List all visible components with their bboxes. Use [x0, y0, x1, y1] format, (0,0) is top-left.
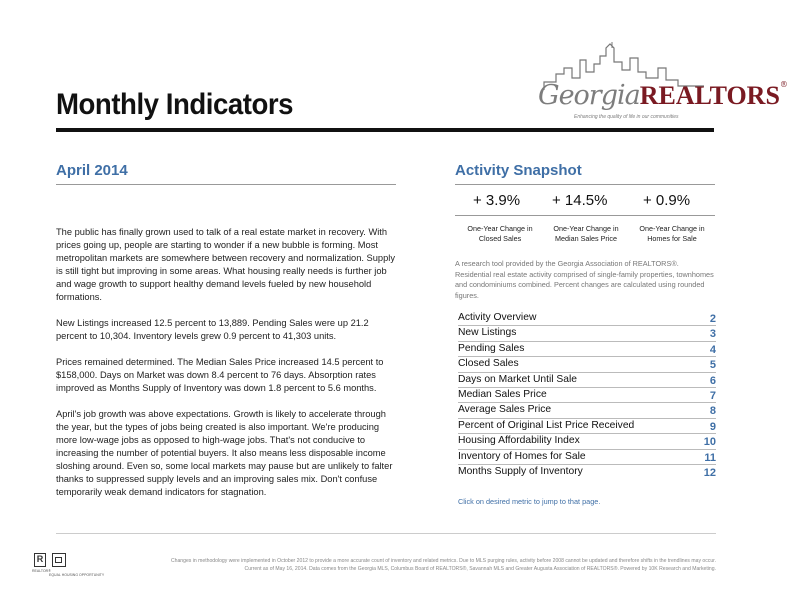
narrative-paragraph: New Listings increased 12.5 percent to 13,889. Pending Sales were up 21.2 percent to 10,304. Inventory levels grew 0.9 percent to 41,303 units. [56, 318, 369, 341]
toc-item-label: Housing Affordability Index [458, 435, 580, 447]
disclaimer-line: Changes in methodology were implemented in October 2012 to provide a more accurate count of inventory and related metrics. Due to MLS purging rules, activity before 2008 cannot be updated and therefore shifts in the trendlines may occur. [170, 558, 716, 564]
metrics-table-of-contents [458, 311, 716, 480]
toc-item-inventory-of-homes[interactable] [458, 450, 716, 465]
toc-item-housing-affordability-index[interactable] [458, 434, 716, 449]
toc-item-label: Average Sales Price [458, 404, 552, 416]
right-section-divider [455, 184, 715, 185]
equal-housing-icon [52, 553, 66, 567]
toc-item-months-supply[interactable] [458, 465, 716, 480]
toc-item-page: 11 [704, 451, 716, 464]
median-price-change: + 14.5% [552, 192, 608, 209]
house-icon [55, 557, 62, 563]
toc-item-pending-sales[interactable] [458, 342, 716, 357]
toc-item-label: Pending Sales [458, 342, 525, 354]
snapshot-divider [455, 215, 715, 216]
snapshot-label-line: Closed Sales [478, 234, 522, 243]
toc-item-average-sales-price[interactable] [458, 403, 716, 418]
toc-item-label: Days on Market Until Sale [458, 373, 578, 385]
disclaimer-line: Current as of May 16, 2014. Data comes from the Georgia MLS, Columbus Board of REALTORS®, Savannah MLS and Greater Augusta Association of REALTORS®. Powered by 10K Research and Marketing. [244, 566, 716, 572]
toc-item-label: New Listings [458, 327, 517, 339]
toc-item-days-on-market[interactable] [458, 373, 716, 388]
toc-item-activity-overview[interactable] [458, 311, 716, 326]
toc-item-page: 5 [709, 359, 716, 372]
toc-item-page: 12 [703, 466, 716, 479]
left-section-divider [56, 184, 396, 185]
logo-wordmark [538, 80, 787, 111]
narrative-paragraph: The public has finally grown used to talk of a real estate market in recovery. With prices going up, people are starting to wonder if a new bubble is forming. Most metropolitan markets are somewhere between recovery and normalization. Supply is still tight but improving in some areas. What housing really needs is further job and wage growth to support healthy demand levels fueled by new household formations. [56, 227, 395, 302]
realtor-caption: REALTOR® [32, 569, 51, 573]
toc-item-page: 9 [709, 420, 716, 433]
snapshot-label-line: One-Year Change in [553, 224, 619, 233]
toc-item-page: 4 [709, 343, 716, 356]
georgia-realtors-logo [534, 42, 787, 128]
realtor-logo-icon: R [34, 553, 46, 567]
snapshot-label-line: Homes for Sale [647, 234, 697, 243]
narrative-paragraph: Prices remained determined. The Median Sales Price increased 14.5 percent to $158,000. Days on Market was down 8.4 percent to 76 days. Absorption rates improved as Months Supply of Inventory was down 1.8 percent to 5.6 months. [56, 357, 384, 393]
footer-disclaimer [80, 557, 716, 573]
snapshot-values [455, 192, 715, 212]
toc-item-page: 2 [709, 313, 716, 325]
snapshot-label-line: Median Sales Price [555, 234, 617, 243]
toc-item-percent-original-list-price[interactable] [458, 419, 716, 434]
snapshot-label-homes-for-sale [629, 224, 715, 244]
logo-registered-mark: ® [779, 80, 787, 89]
equal-housing-caption: EQUAL HOUSING OPPORTUNITY [49, 573, 105, 577]
homes-for-sale-change: + 0.9% [643, 192, 691, 209]
title-divider [56, 128, 714, 132]
toc-item-page: 8 [709, 405, 716, 418]
logo-tagline: Enhancing the quality of life in our communities [574, 114, 679, 120]
narrative-paragraph: April's job growth was above expectations. Growth is likely to accelerate through the year, but the types of jobs being created is also important. We're producing more low-wage jobs as opposed to high-wage jobs. That's not conducive to increasing the number of potential buyers. It also means less disposable income sloshing around. Even so, some local markets may pause but are unlikely to falter thanks to suppressed supply levels and an improving sales mix. Don't confuse temporarily weak demand indicators for stagnation. [56, 409, 393, 497]
toc-item-page: 7 [709, 389, 716, 402]
toc-item-label: Inventory of Homes for Sale [458, 450, 586, 462]
toc-item-median-sales-price[interactable] [458, 388, 716, 403]
toc-item-label: Activity Overview [458, 312, 537, 323]
toc-item-closed-sales[interactable] [458, 357, 716, 372]
closed-sales-change: + 3.9% [473, 192, 521, 209]
snapshot-label-line: One-Year Change in [467, 224, 533, 233]
toc-instruction: Click on desired metric to jump to that page. [458, 497, 601, 506]
logo-wordmark-georgia: Georgia [538, 80, 640, 111]
toc-item-label: Months Supply of Inventory [458, 465, 583, 477]
research-note: A research tool provided by the Georgia Association of REALTORS®. Residential real estate activity comprised of single-family properties, townhomes and condominiums combined. Percent changes are calculated using rounded figures. [455, 259, 714, 300]
toc-item-page: 6 [709, 374, 716, 387]
toc-item-new-listings[interactable] [458, 326, 716, 341]
snapshot-label-line: One-Year Change in [639, 224, 705, 233]
report-period: April 2014 [56, 162, 128, 179]
toc-item-label: Percent of Original List Price Received [458, 419, 635, 431]
page-title: Monthly Indicators [56, 88, 294, 121]
footer-divider [56, 533, 716, 534]
toc-item-page: 10 [703, 436, 716, 449]
toc-item-label: Closed Sales [458, 358, 519, 370]
logo-wordmark-realtors: REALTORS [639, 81, 780, 110]
toc-item-label: Median Sales Price [458, 388, 547, 400]
snapshot-label-closed-sales [457, 224, 543, 244]
activity-snapshot-heading: Activity Snapshot [455, 162, 582, 179]
toc-item-page: 3 [709, 328, 716, 341]
snapshot-label-median-sales-price [543, 224, 629, 244]
market-narrative [56, 226, 401, 512]
